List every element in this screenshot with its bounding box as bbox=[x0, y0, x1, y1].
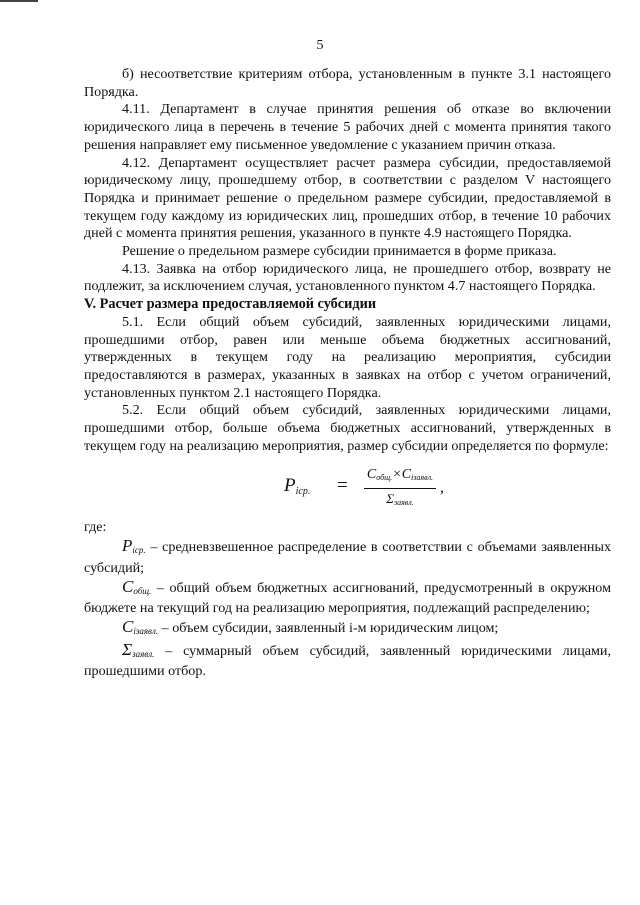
formula-equals: = bbox=[337, 475, 348, 497]
definition-p-icp: $P_{icp.}$ – средневзвешенное распределение в соответствии с объемами заявленных субсидий; bbox=[84, 536, 611, 576]
paragraph-5-2: 5.2. Если общий объем субсидий, заявленных юридическими лицами, прошедшими отбор, больше объема бюджетных ассигнований, утвержденных в текущем году на реализацию мероприятия, размер субсидии определяется по формуле: bbox=[84, 402, 611, 454]
scan-edge-mark bbox=[0, 0, 38, 2]
symbol-c-total: $C_{общ.}$ bbox=[122, 576, 152, 596]
definition-c-declared: $C_{iзаявл.}$ – объем субсидии, заявленный i-м юридическим лицом; bbox=[122, 616, 499, 636]
definition-sum-declared: $\Sigma_{заявл.}$ – суммарный объем субсидий, заявленный юридическими лицами, прошедшими отбор. bbox=[84, 639, 611, 680]
symbol-sum: $\Sigma_{заявл.}$ bbox=[122, 639, 155, 659]
definition-c-total: $C_{общ.}$ – общий объем бюджетных ассигнований, предусмотренный в окружном бюджете на текущий год на реализацию мероприятия, подлежащий распределению; bbox=[84, 576, 611, 617]
section-heading: V. Расчет размера предоставляемой субсидии bbox=[84, 296, 377, 313]
symbol-p: $P_{icp.}$ bbox=[122, 536, 146, 556]
formula-numerator: $C_{общ.}\times C_{iзаявл.}$ bbox=[366, 467, 434, 483]
formula-denominator: $\Sigma_{заявл.}$ bbox=[386, 491, 414, 508]
paragraph-4-13: 4.13. Заявка на отбор юридического лица, не прошедшего отбор, возврату не подлежит, за исключением случая, установленного пунктом 4.7 настоящего Порядка. bbox=[84, 260, 611, 295]
paragraph-b: б) несоответствие критериям отбора, установленным в пункте 3.1 настоящего Порядка. bbox=[84, 66, 611, 100]
page-number: 5 bbox=[316, 38, 324, 53]
where-label: где: bbox=[84, 519, 107, 536]
paragraph-4-11: 4.11. Департамент в случае принятия решения об отказе во включении юридического лица в перечень в течение 5 рабочих дней с момента принятия такого решения направляет ему письменное уведомление с указанием причин отказа. bbox=[84, 101, 611, 153]
paragraph-decision-order: Решение о предельном размере субсидии принимается в форме приказа. bbox=[122, 243, 557, 260]
fraction-bar bbox=[364, 488, 436, 489]
document-body bbox=[84, 66, 611, 681]
formula-lhs: $P_{icp.}$ bbox=[284, 475, 311, 498]
subsidy-formula bbox=[84, 463, 611, 513]
paragraph-4-12: 4.12. Департамент осуществляет расчет размера субсидии, предоставляемой юридическому лицу, прошедшему отбор, в соответствии с разделом V настоящего Порядка и принимает решение о предельном размере субсидии, предоставляемой в текущем году каждому из юридических лиц, прошедших отбор, в течение 10 рабочих дней с момента принятия решения, указанного в пункте 4.9 настоящего Порядка. bbox=[84, 154, 611, 242]
formula-fraction bbox=[364, 467, 436, 511]
paragraph-5-1: 5.1. Если общий объем субсидий, заявленных юридическими лицами, прошедшими отбор, равен или меньше объема бюджетных ассигнований, утвержденных в текущем году на реализацию мероприятия, субсидии предоставляются в размерах, указанных в заявках на отбор с учетом ограничений, установленных пунктом 2.1 настоящего Порядка. bbox=[84, 313, 611, 401]
formula-comma: , bbox=[440, 479, 444, 497]
symbol-c-declared: $C_{iзаявл.}$ bbox=[122, 616, 159, 636]
